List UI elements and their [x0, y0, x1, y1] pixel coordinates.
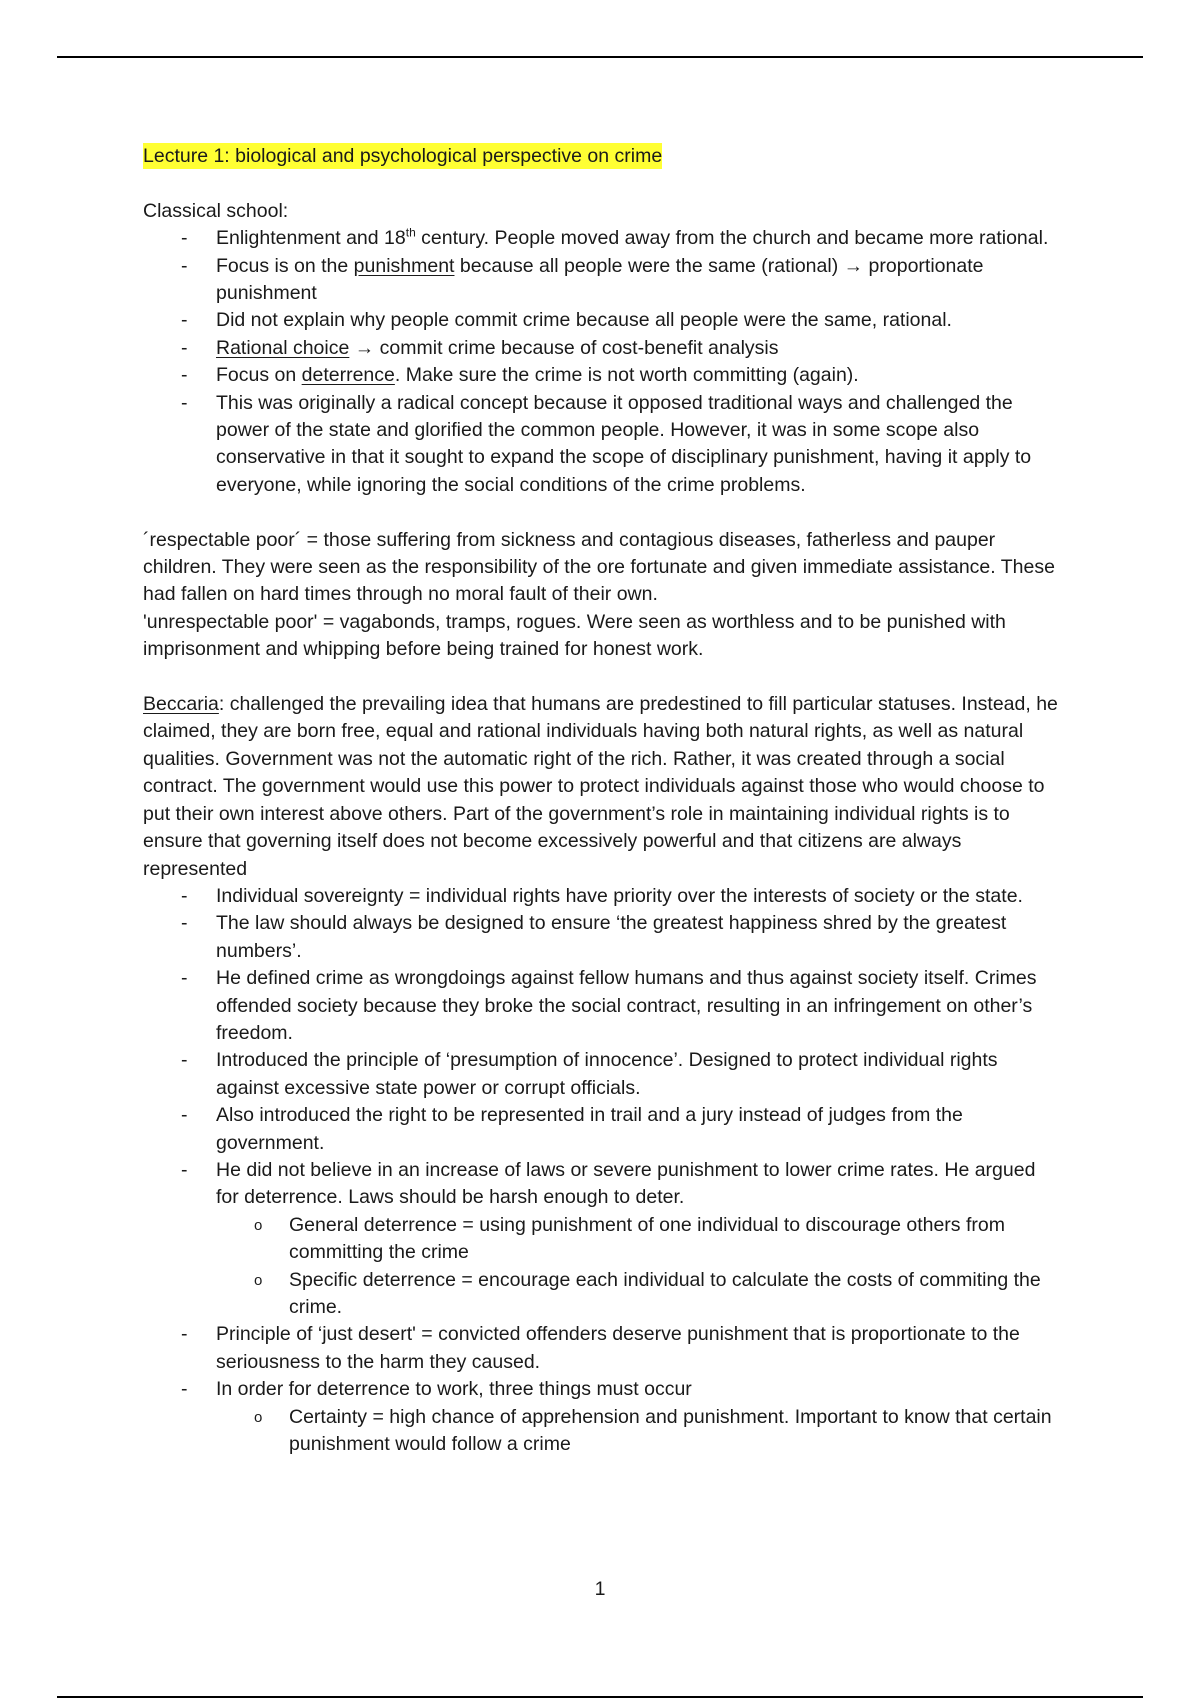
list-item: - The law should always be designed to ensure ‘the greatest happiness shred by the greatest numbers’.: [181, 912, 1007, 962]
document-body: [143, 143, 1063, 1458]
footer-rule: [57, 1696, 1143, 1698]
respectable-poor-paragraph: ´respectable poor´ = those suffering from sickness and contagious diseases, fatherless and pauper children. They were seen as the responsibility of the ore fortunate and given immediate assistance. These had fallen on hard times through no moral fault of their own.: [143, 528, 1055, 606]
list-item: - In order for deterrence to work, three things must occur o Certainty = high chance of apprehension and punishment. Important to know that certain punishment would follow a crime: [143, 1376, 1063, 1458]
deterrence-term: deterrence: [301, 364, 395, 387]
list-item: - Rational choice → commit crime because of cost-benefit analysis: [181, 336, 779, 359]
list-item: - He did not believe in an increase of laws or severe punishment to lower crime rates. He argued for deterrence. Laws should be harsh enough to deter. o General deterrence = using punishment of one individual to discourage others from committing the crime o Specific deterrence = encourage each individual to calculate the costs of commiting the crime.: [143, 1157, 1063, 1321]
list-item: - Focus is on the punishment because all people were the same (rational) → proportionate punishment: [181, 254, 984, 305]
list-item: - This was originally a radical concept because it opposed traditional ways and challenged the power of the state and glorified the common people. However, it was in some scope also conservative in that it sought to expand the scope of disciplinary punishment, having it apply to everyone, while ignoring the social conditions of the crime problems.: [181, 391, 1032, 496]
header-rule: [57, 56, 1143, 58]
conditions-sublist: [216, 1404, 1063, 1459]
beccaria-paragraph: Beccaria: challenged the prevailing idea that humans are predestined to fill particular statuses. Instead, he claimed, they are born free, equal and rational individuals having both natural rights, as well as natural qualities. Government was not the automatic right of the rich. Rather, it was created through a social contract. The government would use this power to protect individuals against those who would choose to put their own interest above others. Part of the government’s role in maintaining individual rights is to ensure that governing itself does not become excessively powerful and that citizens are always represented: [143, 693, 1058, 880]
list-item: - Principle of ‘just desert' = convicted offenders deserve punishment that is proportionate to the seriousness to the harm they caused.: [181, 1323, 1020, 1373]
unrespectable-poor-paragraph: 'unrespectable poor' = vagabonds, tramps, rogues. Were seen as worthless and to be punished with imprisonment and whipping before being trained for honest work.: [143, 610, 1006, 661]
page-number: 1: [594, 1578, 606, 1600]
list-item: - Focus on deterrence. Make sure the crime is not worth committing (again).: [181, 364, 859, 387]
sublist-item: o General deterrence = using punishment of one individual to discourage others from committing the crime: [254, 1213, 1005, 1264]
lecture-title: Lecture 1: biological and psychological perspective on crime: [143, 145, 663, 167]
list-item: - Also introduced the right to be represented in trail and a jury instead of judges from the government.: [181, 1104, 963, 1154]
punishment-term: punishment: [353, 254, 455, 277]
list-item: - Enlightenment and 18th century. People moved away from the church and became more rational.: [181, 225, 1049, 250]
list-item: - Did not explain why people commit crime because all people were the same, rational.: [181, 309, 952, 332]
list-item: - Individual sovereignty = individual rights have priority over the interests of society or the state.: [181, 884, 1023, 907]
deterrence-sublist: [216, 1212, 1063, 1322]
sublist-item: o Certainty = high chance of apprehension and punishment. Important to know that certain punishment would follow a crime: [254, 1405, 1052, 1456]
list-item: - Introduced the principle of ‘presumption of innocence’. Designed to protect individual rights against excessive state power or corrupt officials.: [181, 1049, 998, 1099]
list-item: - He defined crime as wrongdoings against fellow humans and thus against society itself. Crimes offended society because they broke the social contract, resulting in an infringement on other’s freedom.: [181, 967, 1037, 1044]
classical-heading: Classical school:: [143, 199, 289, 222]
beccaria-list: [143, 883, 1063, 1459]
classical-list: [143, 225, 1063, 499]
rational-choice-term: Rational choice: [216, 336, 350, 359]
sublist-item: o Specific deterrence = encourage each individual to calculate the costs of commiting the crime.: [254, 1268, 1041, 1319]
beccaria-name: Beccaria: [143, 693, 219, 716]
